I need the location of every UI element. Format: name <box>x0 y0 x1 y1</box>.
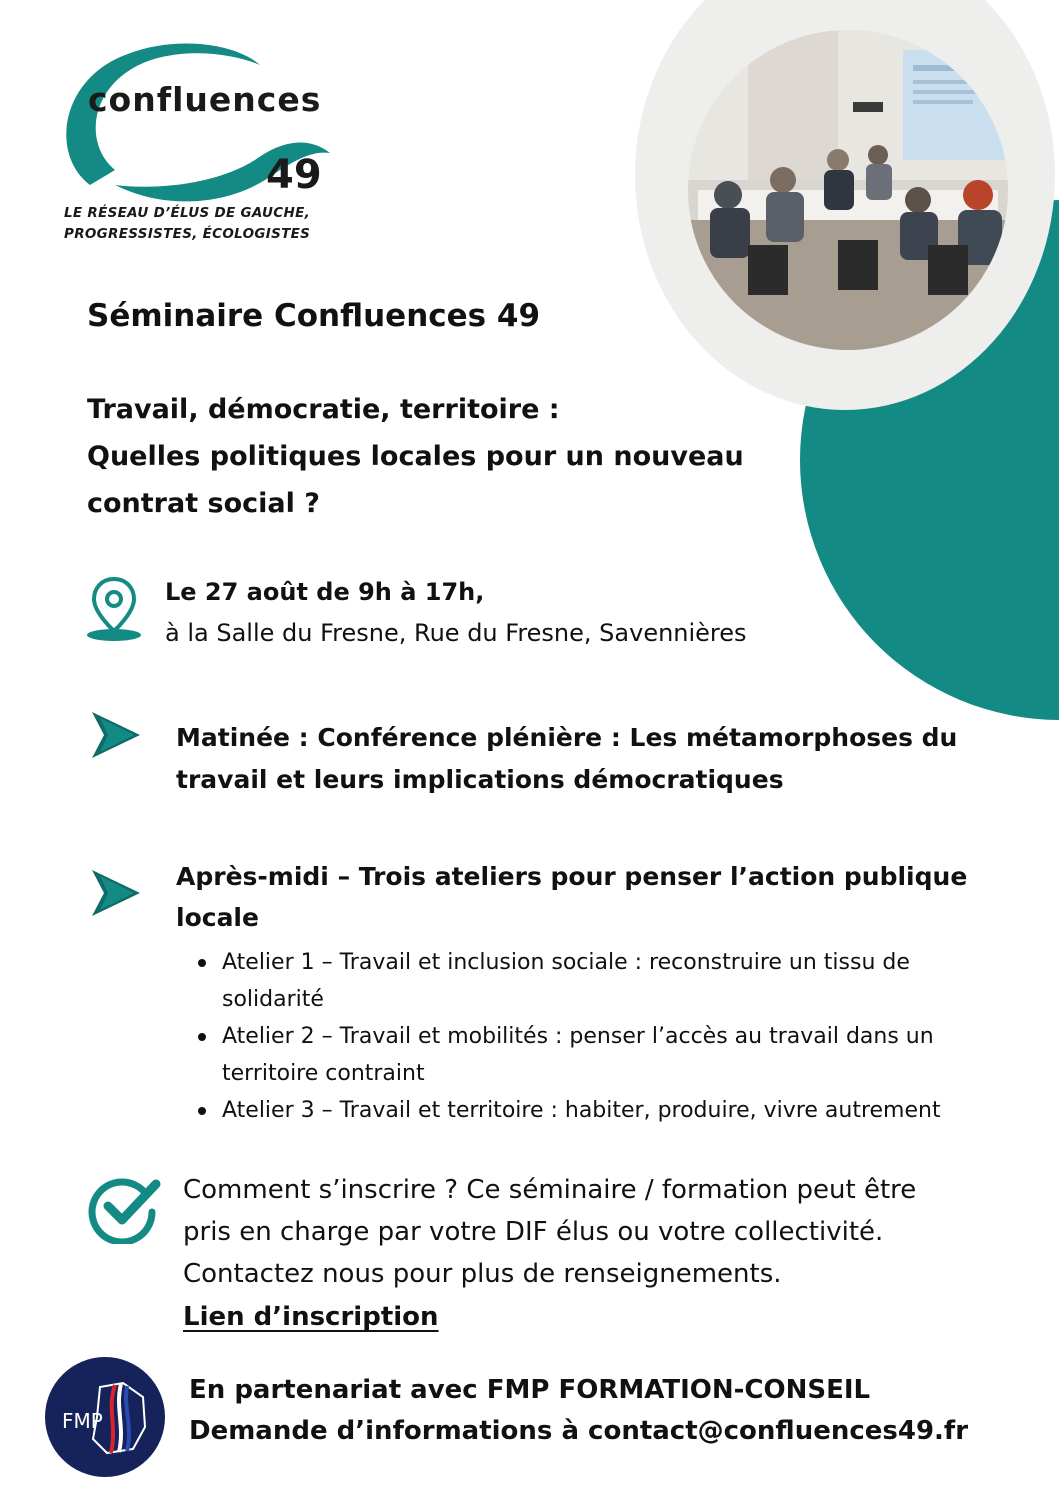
afternoon-line-1: Après-midi – Trois ateliers pour penser l’action publique <box>176 862 968 891</box>
workshop-2-line-2: territoire contraint <box>222 1061 425 1086</box>
registration-link[interactable]: Lien d’inscription <box>183 1302 439 1332</box>
event-date: Le 27 août de 9h à 17h, <box>165 578 485 606</box>
bullet-dot <box>198 1033 206 1041</box>
afternoon-line-2: locale <box>176 903 259 932</box>
workshop-list <box>196 944 1036 1129</box>
registration-line-2: pris en charge par votre DIF élus ou votre collectivité. <box>183 1217 884 1247</box>
seminar-photo <box>688 30 1008 350</box>
arrow-right-icon <box>90 710 145 760</box>
page-title: Séminaire Confluences 49 <box>87 298 541 334</box>
logo-number: 49 <box>266 152 322 198</box>
morning-line-1: Matinée : Conférence plénière : Les métamorphoses du <box>176 723 958 752</box>
morning-line-2: travail et leurs implications démocratiques <box>176 765 784 794</box>
list-item <box>196 1092 1036 1129</box>
bullet-dot <box>198 959 206 967</box>
arrow-right-icon <box>90 868 145 918</box>
subtitle-line-3: contrat social ? <box>87 488 320 519</box>
fmp-logo <box>45 1357 165 1477</box>
fmp-logo-text: FMP <box>62 1409 103 1433</box>
subtitle-line-1: Travail, démocratie, territoire : <box>87 394 560 425</box>
logo-tagline-2: PROGRESSISTES, ÉCOLOGISTES <box>64 226 311 242</box>
registration-line-1: Comment s’inscrire ? Ce séminaire / formation peut être <box>183 1175 917 1205</box>
logo-tagline-1: LE RÉSEAU D’ÉLUS DE GAUCHE, <box>64 205 311 221</box>
workshop-1-line-2: solidarité <box>222 987 324 1012</box>
workshop-3-line-1: Atelier 3 – Travail et territoire : habiter, produire, vivre autrement <box>222 1098 941 1123</box>
subtitle-line-2: Quelles politiques locales pour un nouveau <box>87 441 744 472</box>
workshop-2-line-1: Atelier 2 – Travail et mobilités : penser l’accès au travail dans un <box>222 1024 934 1049</box>
list-item <box>196 944 1036 1018</box>
list-item <box>196 1018 1036 1092</box>
workshop-1-line-1: Atelier 1 – Travail et inclusion sociale : reconstruire un tissu de <box>222 950 910 975</box>
event-place: à la Salle du Fresne, Rue du Fresne, Savennières <box>165 619 747 647</box>
bullet-dot <box>198 1107 206 1115</box>
partner-line-1: En partenariat avec FMP FORMATION-CONSEIL <box>189 1375 871 1405</box>
logo-wordmark: confluences <box>88 80 322 119</box>
partner-line-2: Demande d’informations à contact@confluences49.fr <box>189 1416 969 1446</box>
location-pin-icon <box>84 575 144 645</box>
check-circle-icon <box>86 1172 164 1244</box>
registration-line-3: Contactez nous pour plus de renseignements. <box>183 1259 782 1289</box>
